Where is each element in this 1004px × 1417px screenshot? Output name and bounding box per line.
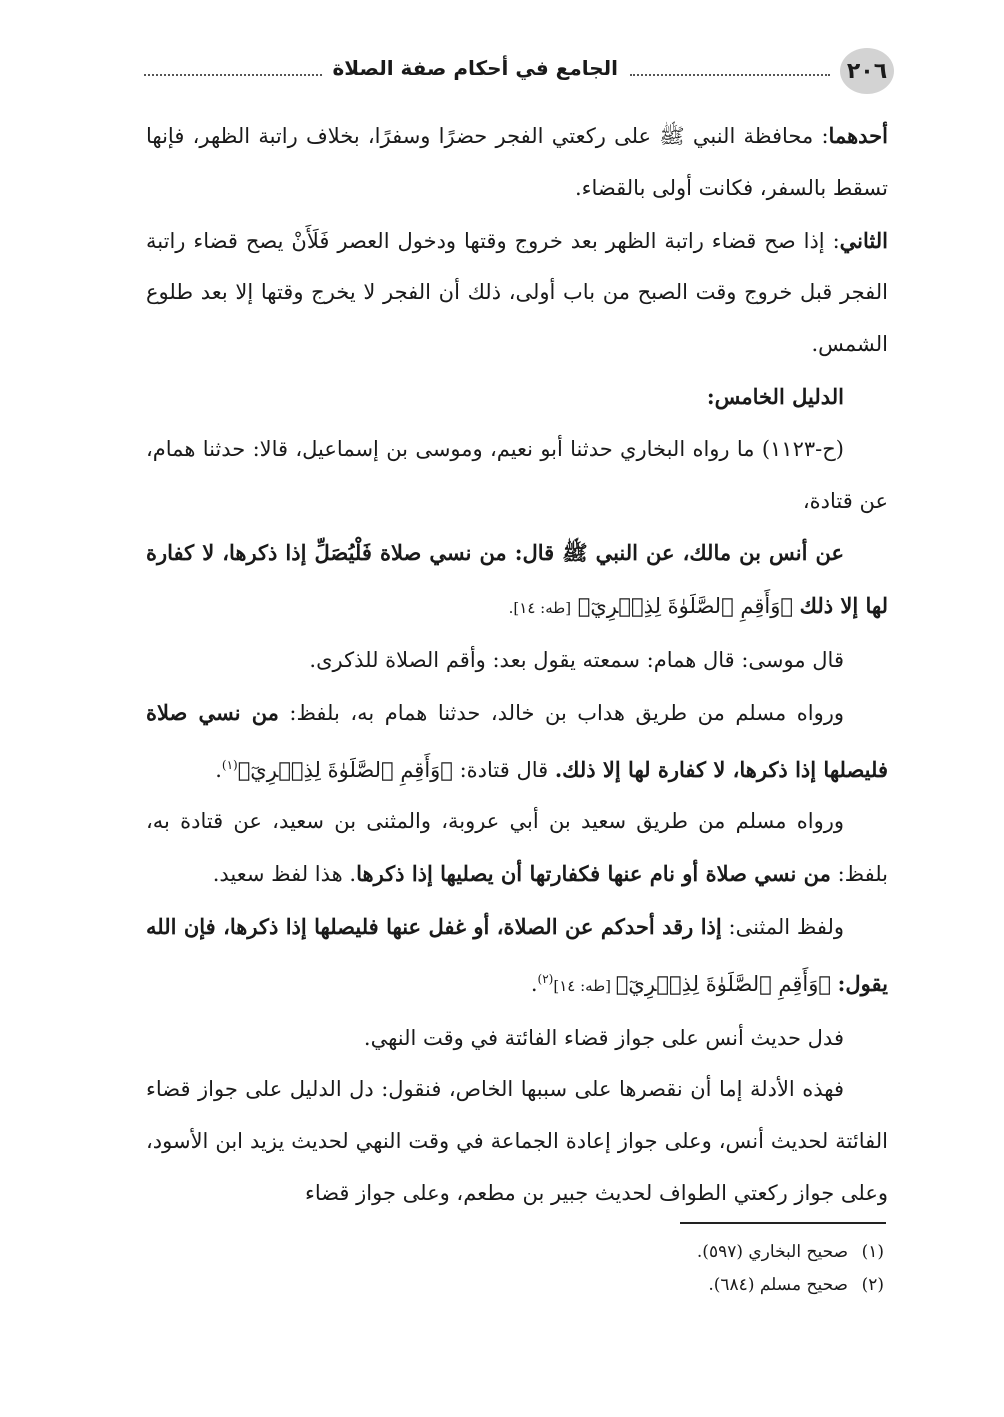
paragraph-conclusion [146, 1013, 888, 1065]
paragraph-evidences [146, 1064, 888, 1219]
paragraph-musa-report [146, 635, 888, 687]
muslim-haddab-text-a: ورواه مسلم من طريق هداب بن خالد، حدثنا همام به، بلفظ: [278, 700, 844, 725]
section-heading [146, 371, 888, 424]
footnote-1 [146, 1236, 888, 1269]
footnote-2 [146, 1269, 888, 1302]
page-header [144, 48, 892, 98]
muslim-saeed-text-a: ورواه مسلم من طريق سعيد بن أبي عروبة، والمثنى بن سعيد، عن قتادة به، بلفظ: [146, 809, 888, 887]
label-first: أحدهما [828, 123, 888, 148]
footnotes [146, 1236, 888, 1302]
muslim-saeed-text-b: . هذا لفظ سعيد. [212, 862, 357, 887]
hadith-text-bold: عن أنس بن مالك، عن النبي ﷺ قال: من نسي صلاة فَلْيُصَلِّ إذا ذكرها، لا كفارة لها إلا ذلك [146, 540, 888, 619]
main-text [146, 110, 888, 1220]
quran-reference: [طه: ١٤]. [508, 599, 572, 618]
header-dotted-rule-left [144, 74, 322, 76]
quran-verse: ﴿وَأَقِمِ ٱلصَّلَوٰةَ لِذِكۡرِيٓ﴾ [615, 971, 838, 996]
muslim-saeed-bold: من نسي صلاة أو نام عنها فكفارتها أن يصليها إذا ذكرها [356, 861, 831, 887]
period: . [530, 971, 538, 996]
musa-report-text: قال موسى: قال همام: سمعته يقول بعد: وأقم الصلاة للذكرى. [309, 647, 844, 672]
period: . [215, 757, 222, 782]
paragraph-muslim-saeed [146, 796, 888, 901]
hadith-chain-text: (ح-١١٢٣) ما رواه البخاري حدثنا أبو نعيم، وموسى بن إسماعيل، قالا: حدثنا همام، عن قتادة، [146, 436, 888, 513]
footnote-marker-1: (١) [221, 757, 238, 772]
running-title: الجامع في أحكام صفة الصلاة [327, 56, 625, 80]
paragraph-hadith-chain [146, 424, 888, 528]
quran-verse: ﴿وَأَقِمِ ٱلصَّلَوٰةَ لِذِكۡرِيٓ﴾ [237, 757, 453, 782]
footnote-text: صحيح مسلم (٦٨٤). [708, 1275, 848, 1295]
footnote-text: صحيح البخاري (٥٩٧). [696, 1242, 848, 1262]
page-number: ٢٠٦ [846, 58, 888, 84]
muslim-haddab-text-b: قال قتادة: [452, 757, 555, 782]
evidences-text: فهذه الأدلة إما أن نقصرها على سببها الخاص، فنقول: دل الدليل على جواز قضاء الفائتة لحديث أنس، وعلى جواز إعادة الجماعة في وقت النهي لحديث يزيد ابن الأسود، وعلى جواز ركعتي الطواف لحديث جبير بن مطعم، وعلى جواز قضاء [146, 1077, 888, 1205]
header-dotted-rule-right [630, 74, 830, 76]
quran-verse: ﴿وَأَقِمِ ٱلصَّلَوٰةَ لِذِكۡرِيٓ﴾ [577, 594, 793, 619]
footnote-number: (٢) [861, 1275, 884, 1295]
muthanna-bold: إذا رقد أحدكم عن الصلاة، أو غفل عنها فليصلها إذا ذكرها، فإن الله يقول: [146, 913, 888, 996]
muslim-haddab-bold: من نسي صلاة فليصلها إذا ذكرها، لا كفارة لها إلا ذلك. [146, 699, 888, 782]
page-number-badge [840, 48, 894, 94]
quran-reference: [طه: ١٤] [553, 976, 616, 995]
paragraph-first-reason [146, 110, 888, 215]
text-second: : إذا صح قضاء راتبة الظهر بعد خروج وقتها ودخول العصر فَلَأَنْ يصح قضاء راتبة الفجر قبل خروج وقت الصبح من باب أولى، ذلك أن الفجر لا يخرج وقتها إلا بعد طلوع الشمس. [146, 228, 888, 357]
footnote-number: (١) [861, 1242, 884, 1262]
paragraph-hadith-text [146, 527, 888, 635]
paragraph-second-reason [146, 215, 888, 371]
footnote-separator [680, 1222, 886, 1224]
paragraph-muslim-haddab [146, 687, 888, 797]
conclusion-text: فدل حديث أنس على جواز قضاء الفائتة في وقت النهي. [363, 1025, 844, 1050]
text-first: : محافظة النبي ﷺ على ركعتي الفجر حضرًا وسفرًا، بخلاف راتبة الظهر، فإنها تسقط بالسفر، فكانت أولى بالقضاء. [146, 124, 888, 200]
muthanna-text-a: ولفظ المثنى: [721, 914, 845, 939]
heading-fifth-evidence: الدليل الخامس: [706, 383, 844, 409]
paragraph-muthanna [146, 901, 888, 1013]
label-second: الثاني [839, 227, 888, 253]
footnote-marker-2: (٢) [537, 971, 554, 986]
